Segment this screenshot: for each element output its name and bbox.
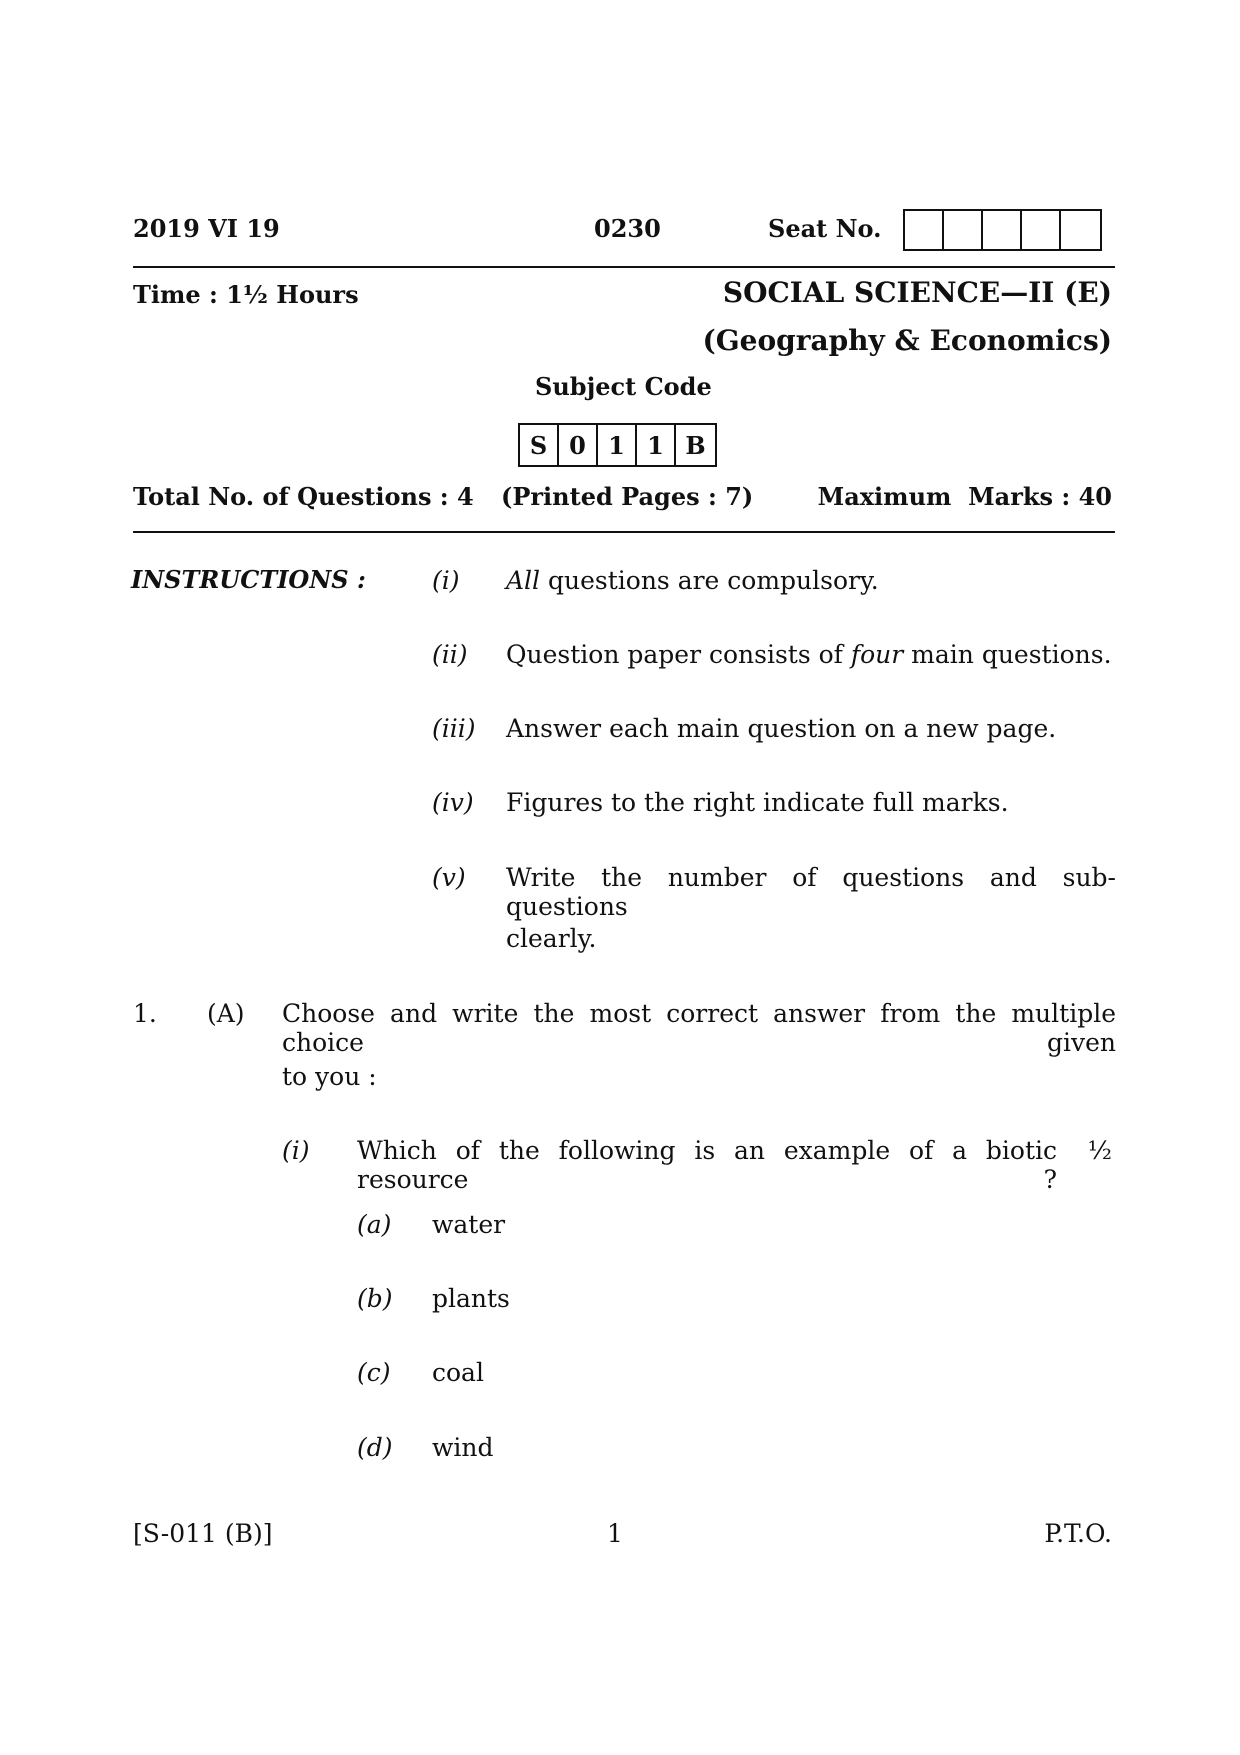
instruction-number: (iv) <box>432 788 474 817</box>
instruction-text: main questions. <box>903 640 1112 669</box>
instruction-number: (iii) <box>432 714 476 743</box>
instruction-text: questions are compulsory. <box>540 566 879 595</box>
instruction-number: (ii) <box>432 640 468 669</box>
option-text: plants <box>432 1284 510 1313</box>
subject-code-char: 0 <box>559 425 598 465</box>
question-part: (A) <box>207 999 245 1028</box>
subject-code-label: Subject Code <box>535 372 712 401</box>
subject-code-char: S <box>520 425 559 465</box>
seat-box[interactable] <box>983 211 1022 249</box>
subject-subtitle: (Geography & Economics) <box>702 324 1112 357</box>
page-number: 1 <box>607 1519 623 1548</box>
paper-code: 0230 <box>594 214 661 243</box>
header-rule-bottom <box>133 531 1115 533</box>
option-text: coal <box>432 1358 484 1387</box>
printed-pages: (Printed Pages : 7) <box>501 482 754 511</box>
instruction-4: Figures to the right indicate full marks. <box>506 788 1009 817</box>
option-label: (b) <box>357 1284 393 1313</box>
instruction-number: (i) <box>432 566 460 595</box>
seat-box[interactable] <box>1022 211 1061 249</box>
maximum-marks: Maximum Marks : 40 <box>817 482 1112 511</box>
footer-code: [S-011 (B)] <box>133 1519 273 1548</box>
option-label: (c) <box>357 1358 391 1387</box>
instruction-text: Question paper consists of <box>506 640 851 669</box>
subquestion-marks: ½ <box>1087 1136 1112 1165</box>
seat-box[interactable] <box>944 211 983 249</box>
seat-label: Seat No. <box>768 214 882 243</box>
instruction-number: (v) <box>432 863 466 892</box>
option-text: water <box>432 1210 506 1239</box>
subquestion-text: Which of the following is an example of a biotic resource ? <box>357 1136 1057 1194</box>
instruction-emphasis: four <box>850 640 904 669</box>
time-allowed: Time : 1½ Hours <box>133 280 359 309</box>
instruction-5-continued: clearly. <box>506 924 597 953</box>
option-text: wind <box>432 1433 494 1462</box>
seat-number-boxes[interactable] <box>903 209 1102 251</box>
question-text: Choose and write the most correct answer from the multiple choice given <box>282 999 1116 1057</box>
pto-label: P.T.O. <box>1044 1519 1112 1548</box>
subject-title: SOCIAL SCIENCE—II (E) <box>722 276 1112 309</box>
exam-date: 2019 VI 19 <box>133 214 280 243</box>
subquestion-number: (i) <box>282 1136 310 1165</box>
subject-code-char: 1 <box>637 425 676 465</box>
instruction-3: Answer each main question on a new page. <box>506 714 1057 743</box>
subject-code-char: 1 <box>598 425 637 465</box>
question-text-continued: to you : <box>282 1062 377 1091</box>
instruction-1 <box>506 566 879 595</box>
instructions-label: INSTRUCTIONS : <box>131 565 366 594</box>
subject-code-char: B <box>685 430 706 460</box>
total-questions: Total No. of Questions : 4 <box>133 482 474 511</box>
seat-box[interactable] <box>1061 211 1100 249</box>
instruction-emphasis: All <box>506 566 541 595</box>
instruction-2 <box>506 640 1112 669</box>
option-label: (d) <box>357 1433 393 1462</box>
subject-code-boxes <box>518 423 717 467</box>
question-number: 1. <box>133 999 157 1028</box>
header-rule-top <box>133 266 1115 268</box>
instruction-5: Write the number of questions and sub-questions <box>506 863 1116 921</box>
seat-box[interactable] <box>905 211 944 249</box>
option-label: (a) <box>357 1210 392 1239</box>
